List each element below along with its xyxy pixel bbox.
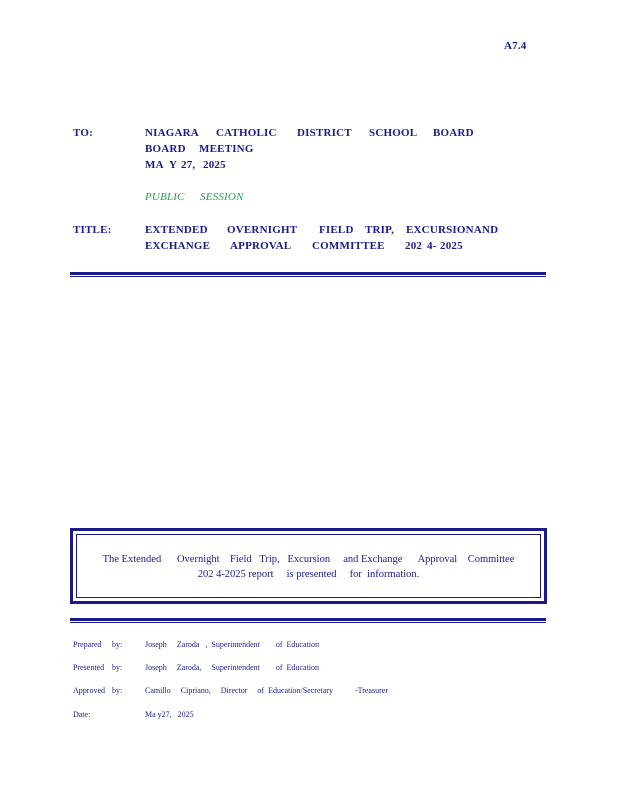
prepared-by: by: — [112, 640, 123, 649]
title-word: 4- — [427, 240, 437, 252]
approved-label: Approved — [73, 686, 105, 695]
title-label: TITLE: — [73, 224, 112, 236]
presented-value: Joseph Zaroda, Superintendent of Education — [145, 663, 319, 672]
to-word: MEETING — [199, 143, 254, 155]
summary-box — [70, 528, 547, 604]
title-word: 202 — [405, 240, 423, 252]
to-word: DISTRICT — [297, 127, 352, 139]
presented-label: Presented — [73, 663, 105, 672]
to-word: BOARD — [145, 143, 186, 155]
title-word: OVERNIGHT — [227, 224, 298, 236]
title-word: TRIP, — [365, 224, 395, 236]
approved-value: Camillo Cipriano, Director of Education/Secretary -Treasurer — [145, 686, 388, 695]
meeting-date-part: 2025 — [203, 159, 226, 171]
summary-line: 202 4-2025 report is presented for information. — [197, 569, 420, 580]
title-word: FIELD — [319, 224, 354, 236]
to-label: TO: — [73, 127, 93, 139]
session-word: PUBLIC — [145, 191, 185, 203]
title-word: EXTENDED — [145, 224, 208, 236]
header-divider — [70, 272, 546, 277]
title-word: 2025 — [440, 240, 463, 252]
meeting-date-part: 27, — [181, 159, 196, 171]
meeting-date-part: MA — [145, 159, 164, 171]
prepared-label: Prepared — [73, 640, 102, 649]
to-word: NIAGARA — [145, 127, 199, 139]
to-word: BOARD — [433, 127, 474, 139]
date-value: Ma y27, 2025 — [145, 710, 194, 719]
session-word: SESSION — [200, 191, 244, 203]
title-word: EXCURSIONAND — [406, 224, 499, 236]
title-word: COMMITTEE — [312, 240, 385, 252]
prepared-value: Joseph Zaroda , Superintendent of Education — [145, 640, 319, 649]
approved-by: by: — [112, 686, 123, 695]
report-reference: A7.4 — [504, 40, 527, 52]
to-word: SCHOOL — [369, 127, 418, 139]
date-label: Date: — [73, 710, 91, 719]
meeting-date-part: Y — [169, 159, 178, 171]
footer-divider — [70, 618, 546, 623]
title-word: EXCHANGE — [145, 240, 211, 252]
to-word: CATHOLIC — [216, 127, 277, 139]
title-word: APPROVAL — [230, 240, 292, 252]
summary-line: The Extended Overnight Field Trip, Excursion and Exchange Approval Committee — [102, 554, 515, 565]
summary-box-inner-border — [76, 534, 541, 598]
presented-by: by: — [112, 663, 123, 672]
